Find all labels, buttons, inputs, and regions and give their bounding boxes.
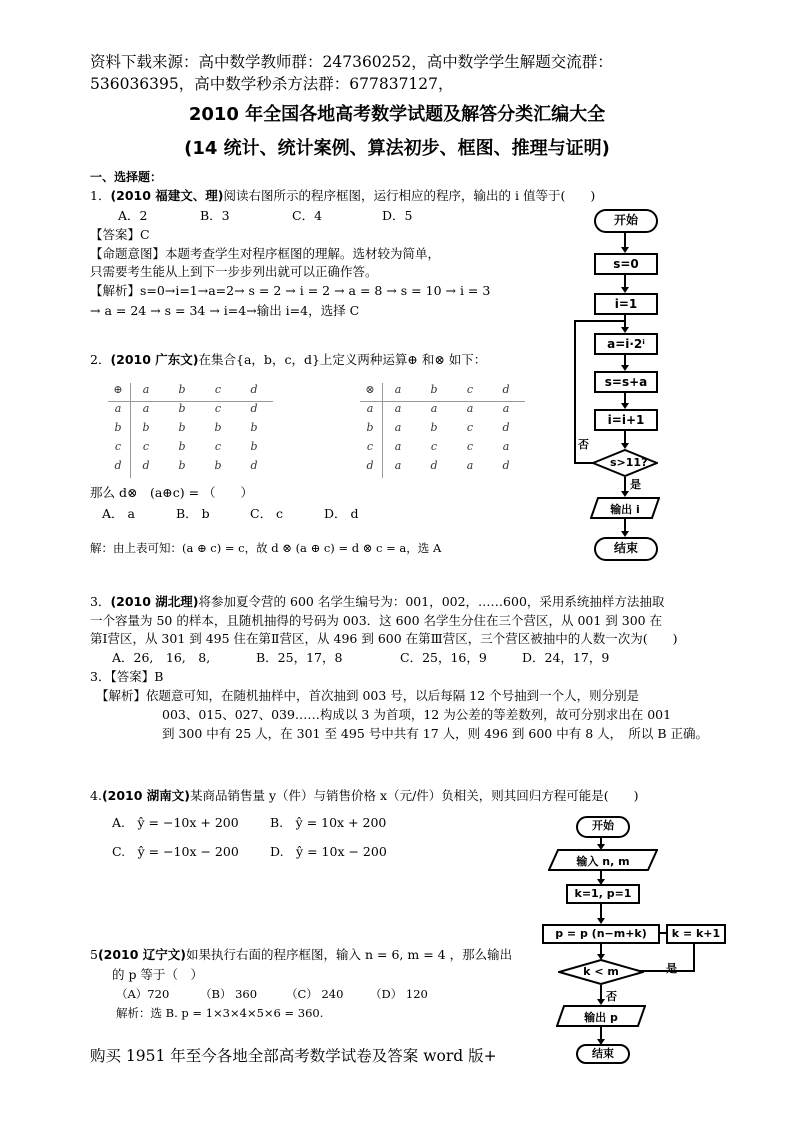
flow1-yes: 是 (630, 478, 641, 491)
q2-stem (90, 350, 486, 368)
footer-note: 购买 1951 年至今各地全部高考数学试卷及答案 word 版+ (90, 1047, 497, 1065)
q3-line-2: 一个容量为 50 的样本，且随机抽得的号码为 003．这 600 名学生分住在三个营区，从 001 到 300 在 (90, 613, 663, 628)
q3-line-3: 第Ⅰ营区，从 301 到 495 住在第Ⅱ营区，从 496 到 600 在第Ⅲ营区，三个营区被抽中的人数一次为( ) (90, 631, 678, 646)
flow2-out: 输出 p (584, 1011, 618, 1024)
q1-text: 阅读右图所示的程序框图，运行相应的程序，输出的 i 值等于( ) (223, 188, 596, 203)
q2-choice-c: C． c (250, 506, 284, 521)
flow1-no: 否 (578, 438, 589, 451)
table-row: c a c c a (366, 440, 510, 453)
q3-solution-2: 003、015、027、039……构成以 3 为首项，12 为公差的等差数列，故可分别求出在 001 (162, 707, 672, 722)
q2-table-otimes (360, 383, 530, 478)
flow1-a: a=i·2ⁱ (594, 333, 658, 355)
q2-solution: 解：由上表可知：(a ⊕ c) = c，故 d ⊗ (a ⊕ c) = d ⊗ c = a，选 A (90, 541, 442, 555)
q3-choice-c: C．25，16，9 (400, 650, 487, 665)
q4-number: 4. (90, 788, 102, 803)
q1-intent-1: 【命题意图】本题考查学生对程序框图的理解。选材较为简单， (90, 246, 441, 261)
q5-source: (2010 辽宁文) (97, 947, 187, 962)
q3-number: 3． (90, 594, 111, 609)
q1-choice-b: B．3 (200, 208, 230, 223)
q5-solution: 解析：选 B. p = 1×3×4×5×6 = 360. (116, 1006, 324, 1020)
header-line-1: 资料下载来源：高中数学教师群：247360252，高中数学学生解题交流群： (90, 53, 613, 71)
q4-text: 某商品销售量 y（件）与销售价格 x（元/件）负相关，则其回归方程可能是( ) (190, 788, 639, 803)
table-row: a a a a a (366, 402, 510, 415)
q5-choice-d: （D） 120 (370, 987, 428, 1001)
q2-table-otimes-header: ⊗ a b c d (365, 383, 510, 396)
q4-choice-b: B. ŷ = 10x + 200 (270, 815, 387, 830)
q1-source: (2010 福建文、理) (110, 188, 224, 203)
q4-choice-d: D. ŷ = 10x − 200 (270, 844, 387, 859)
flow1-out: 输出 i (610, 503, 640, 516)
table-row: d d b b d (114, 459, 258, 472)
q1-number: 1． (90, 188, 111, 203)
q1-answer: 【答案】C (90, 227, 150, 242)
flow1-s: s=s+a (594, 371, 658, 393)
q1-choice-c: C．4 (292, 208, 323, 223)
flow2-inc: k = k+1 (666, 924, 726, 944)
q1-intent-2: 只需要考生能从上到下一步步列出就可以正确作答。 (90, 264, 378, 279)
table-row: a a b c d (114, 402, 258, 415)
flow1-end: 结束 (594, 537, 658, 561)
flow2-input: 输入 n, m (576, 855, 630, 868)
q5-stem-1: 5(2010 辽宁文)如果执行右面的程序框图，输入 n = 6, m = 4 ，那么输出 (90, 947, 513, 962)
table-row: d a d a d (366, 459, 510, 472)
q2-ask: 那么 d⊗ (a⊕c) = （ ） (90, 485, 254, 500)
q2-text: 在集合{a，b，c，d}上定义两种运算⊕ 和⊗ 如下： (198, 352, 487, 367)
q2-choice-b: B． b (176, 506, 210, 521)
q4-choice-a: A. ŷ = −10x + 200 (112, 815, 239, 830)
flow2-calc: p = p (n−m+k) (542, 924, 660, 944)
q4-stem (90, 786, 639, 804)
flow2-no: 否 (606, 990, 617, 1003)
flow2-yes: 是 (666, 962, 677, 975)
q3-line-1: 3．(2010 湖北理)将参加夏令营的 600 名学生编号为：001，002，……600，采用系统抽样方法抽取 (90, 594, 665, 609)
q5-number: 5 (90, 947, 98, 962)
flow2-init: k=1, p=1 (566, 884, 640, 904)
q2-number: 2． (90, 352, 111, 367)
q4-source: (2010 湖南文) (101, 788, 191, 803)
header-line-2: 536036395，高中数学秒杀方法群：677837127， (90, 75, 454, 93)
table-row: c c b c b (114, 440, 258, 453)
q2-choice-d: D． d (324, 506, 359, 521)
q3-choice-d: D．24，17，9 (522, 650, 610, 665)
q1-choice-a: A．2 (118, 208, 148, 223)
flow1-inc: i=i+1 (594, 409, 658, 431)
q3-source: (2010 湖北理) (110, 594, 199, 609)
flow1-i1: i=1 (594, 293, 658, 315)
q3-solution-3: 到 300 中有 25 人，在 301 至 495 号中共有 17 人，则 496 到 600 中有 8 人， 所以 B 正确。 (162, 726, 709, 741)
page-subtitle: (14 统计、统计案例、算法初步、框图、推理与证明) (184, 138, 610, 159)
q1-choice-d: D．5 (382, 208, 413, 223)
q3-choice-b: B．25，17，8 (256, 650, 343, 665)
q5-stem-2: 的 p 等于（ ） (112, 967, 203, 982)
q3-choice-a: A．26, 16, 8, (112, 650, 211, 665)
q2-source: (2010 广东文) (110, 352, 199, 367)
q1-solution-1: 【解析】s=0→i=1→a=2→ s = 2 → i = 2 → a = 8 → s = 10 → i = 3 (90, 283, 491, 298)
flow1-start: 开始 (594, 209, 658, 233)
flow2-start: 开始 (576, 816, 630, 838)
q1-stem (90, 186, 595, 204)
q1-solution-2: → a = 24 → s = 34 → i=4→输出 i=4，选择 C (90, 303, 360, 318)
q3-solution-1: 【解析】依题意可知，在随机抽样中，首次抽到 003 号，以后每隔 12 个号抽到一个人，则分别是 (96, 688, 640, 703)
q4-choice-c: C. ŷ = −10x − 200 (112, 844, 239, 859)
q2-table-oplus (108, 383, 278, 478)
flow2-end: 结束 (576, 1044, 630, 1064)
section-heading: 一、选择题： (90, 170, 163, 184)
q5-choice-c: （C） 240 (286, 987, 344, 1001)
q2-table-oplus-header: ⊕ a b c d (113, 383, 258, 396)
page-title: 2010 年全国各地高考数学试题及解答分类汇编大全 (188, 104, 606, 125)
q5-choice-a: （A）720 (116, 987, 170, 1001)
table-row: b a b c d (366, 421, 510, 434)
q5-choice-b: （B） 360 (200, 987, 258, 1001)
q2-choice-a: A． a (102, 506, 135, 521)
flow2-cond: k < m (583, 965, 619, 978)
flow1-cond: s>11? (610, 456, 648, 469)
q3-answer: 3．【答案】B (90, 669, 164, 684)
flow1-s0: s=0 (594, 253, 658, 275)
table-row: b b b b b (114, 421, 258, 434)
